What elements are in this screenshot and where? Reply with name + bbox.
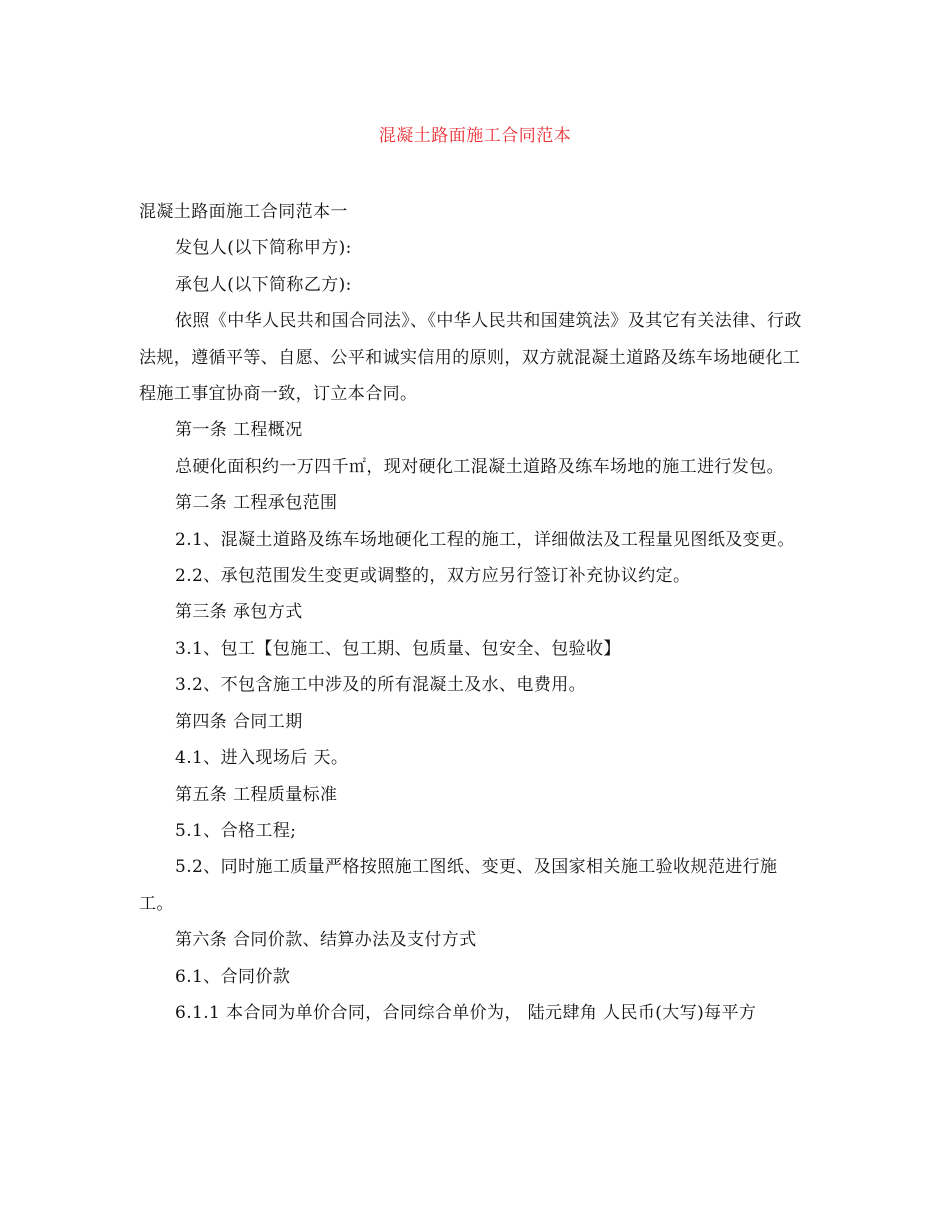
- paragraph: 5.1、合格工程;: [175, 820, 297, 841]
- document-title: 混凝土路面施工合同范本: [378, 126, 572, 146]
- paragraph: 6.1.1 本合同为单价合同，合同综合单价为， 陆元肆角 人民币(大写)每平方: [175, 1002, 757, 1023]
- article-heading: 第五条 工程质量标准: [175, 784, 338, 805]
- paragraph: 3.2、不包含施工中涉及的所有混凝土及水、电费用。: [175, 675, 587, 696]
- party-a-line: 发包人(以下简称甲方):: [175, 238, 352, 259]
- article-heading: 第六条 合同价款、结算办法及支付方式: [175, 930, 477, 951]
- paragraph: 6.1、合同价款: [175, 966, 291, 987]
- paragraph: 2.1、混凝土道路及练车场地硬化工程的施工，详细做法及工程量见图纸及变更。: [175, 529, 795, 550]
- paragraph: 总硬化面积约一万四千㎡，现对硬化工混凝土道路及练车场地的施工进行发包。: [175, 456, 784, 477]
- article-heading: 第四条 合同工期: [175, 711, 303, 732]
- preamble-paragraph: 依照《中华人民共和国合同法》、《中华人民共和国建筑法》及其它有关法律、行政法规，遵循平等、自愿、公平和诚实信用的原则，双方就混凝土道路及练车场地硬化工程施工事宜协商一致，订立本合同。: [139, 311, 802, 405]
- section-heading: 混凝土路面施工合同范本一: [139, 202, 348, 222]
- article-heading: 第三条 承包方式: [175, 602, 303, 623]
- article-heading: 第二条 工程承包范围: [175, 493, 338, 514]
- paragraph: 5.2、同时施工质量严格按照施工图纸、变更、及国家相关施工验收规范进行施工。: [139, 857, 778, 914]
- paragraph: 3.1、包工【包施工、包工期、包质量、包安全、包验收】: [175, 638, 621, 659]
- party-b-line: 承包人(以下简称乙方):: [175, 274, 352, 295]
- document-body: [139, 194, 811, 1031]
- paragraph: 2.2、承包范围发生变更或调整的，双方应另行签订补充协议约定。: [175, 566, 691, 587]
- article-heading: 第一条 工程概况: [175, 420, 303, 441]
- paragraph: 4.1、进入现场后 天。: [175, 748, 349, 769]
